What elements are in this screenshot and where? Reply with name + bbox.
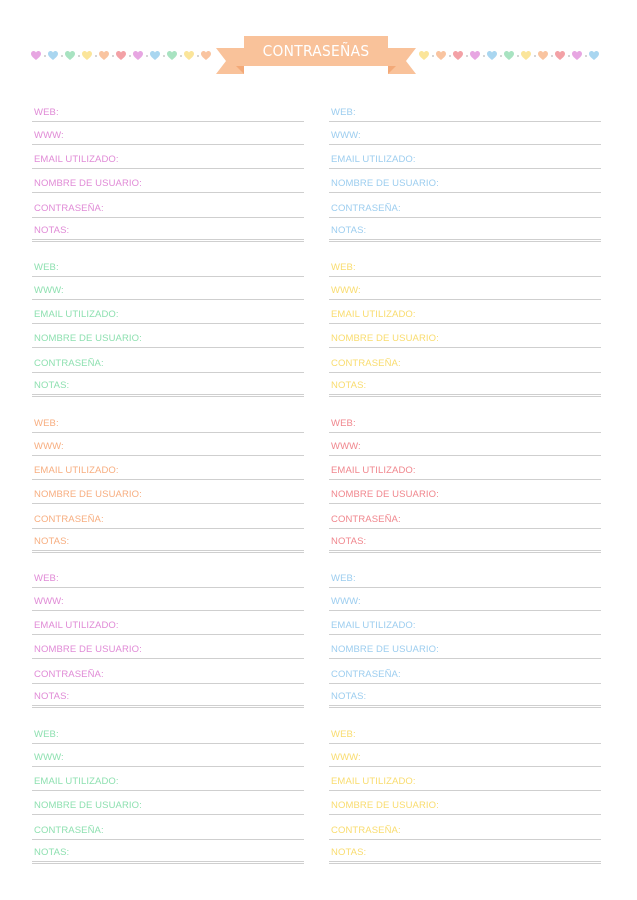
- field-email-line[interactable]: [329, 299, 601, 324]
- field-password-line[interactable]: [329, 348, 601, 373]
- heart-icon: [99, 51, 109, 61]
- field-password-line[interactable]: [32, 348, 304, 373]
- heart-icon: [470, 51, 480, 61]
- title-banner: [216, 36, 416, 78]
- field-notes-line[interactable]: [329, 217, 601, 242]
- password-entry-block: [329, 408, 601, 558]
- heart-icon: [184, 51, 194, 61]
- garland-dot: [163, 55, 165, 57]
- garland-dot: [61, 55, 63, 57]
- garland-dot: [112, 55, 114, 57]
- field-notes-label: NOTAS:: [34, 536, 70, 547]
- field-notes-label: NOTAS:: [331, 536, 367, 547]
- password-entry-block: [32, 563, 304, 713]
- heart-icon: [116, 51, 126, 61]
- field-username-label: NOMBRE DE USUARIO:: [34, 644, 142, 655]
- garland-dot: [585, 55, 587, 57]
- field-web-label: WEB:: [34, 107, 59, 118]
- field-notes-line[interactable]: [32, 683, 304, 708]
- field-web-label: WEB:: [34, 573, 59, 584]
- heart-icon: [419, 51, 429, 61]
- field-password-label: CONTRASEÑA:: [34, 669, 104, 680]
- field-www-line[interactable]: [32, 586, 304, 611]
- field-www-line[interactable]: [32, 742, 304, 767]
- field-notes-label: NOTAS:: [34, 380, 70, 391]
- garland-dot: [197, 55, 199, 57]
- field-username-line[interactable]: [32, 323, 304, 348]
- field-web-line[interactable]: [32, 719, 304, 744]
- field-email-line[interactable]: [329, 610, 601, 635]
- field-password-label: CONTRASEÑA:: [34, 825, 104, 836]
- field-www-line[interactable]: [329, 586, 601, 611]
- field-username-label: NOMBRE DE USUARIO:: [331, 644, 439, 655]
- field-username-label: NOMBRE DE USUARIO:: [34, 178, 142, 189]
- field-password-line[interactable]: [329, 659, 601, 684]
- ribbon-tail-right: [388, 48, 416, 74]
- field-web-label: WEB:: [34, 729, 59, 740]
- field-email-label: EMAIL UTILIZADO:: [34, 465, 119, 476]
- field-password-label: CONTRASEÑA:: [331, 825, 401, 836]
- heart-icon: [504, 51, 514, 61]
- field-username-line[interactable]: [329, 634, 601, 659]
- garland-dot: [500, 55, 502, 57]
- password-entry-block: [329, 252, 601, 402]
- field-notes-line[interactable]: [32, 217, 304, 242]
- heart-icon: [150, 51, 160, 61]
- garland-dot: [78, 55, 80, 57]
- garland-dot: [483, 55, 485, 57]
- garland-dot: [551, 55, 553, 57]
- garland-dot: [432, 55, 434, 57]
- field-www-line[interactable]: [329, 120, 601, 145]
- garland-dot: [129, 55, 131, 57]
- field-password-line[interactable]: [32, 815, 304, 840]
- field-password-label: CONTRASEÑA:: [34, 203, 104, 214]
- field-web-label: WEB:: [331, 729, 356, 740]
- field-email-line[interactable]: [32, 610, 304, 635]
- field-email-label: EMAIL UTILIZADO:: [331, 776, 416, 787]
- field-notes-label: NOTAS:: [34, 225, 70, 236]
- heart-icon: [82, 51, 92, 61]
- password-entry-block: [329, 719, 601, 869]
- ribbon-tail-left: [216, 48, 244, 74]
- field-www-label: WWW:: [34, 130, 64, 141]
- heart-icon: [48, 51, 58, 61]
- field-password-label: CONTRASEÑA:: [331, 203, 401, 214]
- heart-icon: [453, 51, 463, 61]
- page-title: CONTRASEÑAS: [262, 42, 370, 60]
- field-password-label: CONTRASEÑA:: [331, 669, 401, 680]
- field-username-line[interactable]: [32, 479, 304, 504]
- field-notes-line[interactable]: [329, 528, 601, 553]
- garland-dot: [449, 55, 451, 57]
- field-www-line[interactable]: [32, 275, 304, 300]
- password-entry-block: [329, 563, 601, 713]
- field-email-line[interactable]: [32, 144, 304, 169]
- field-email-line[interactable]: [329, 144, 601, 169]
- field-username-label: NOMBRE DE USUARIO:: [331, 489, 439, 500]
- field-username-line[interactable]: [329, 790, 601, 815]
- field-www-label: WWW:: [331, 285, 361, 296]
- field-username-label: NOMBRE DE USUARIO:: [331, 333, 439, 344]
- field-username-label: NOMBRE DE USUARIO:: [331, 800, 439, 811]
- password-entry-block: [32, 97, 304, 247]
- field-web-line[interactable]: [32, 252, 304, 277]
- field-email-line[interactable]: [32, 766, 304, 791]
- field-web-label: WEB:: [34, 418, 59, 429]
- field-web-line[interactable]: [329, 408, 601, 433]
- garland-dot: [95, 55, 97, 57]
- password-entry-block: [32, 408, 304, 558]
- field-web-line[interactable]: [329, 563, 601, 588]
- field-email-line[interactable]: [329, 455, 601, 480]
- field-web-label: WEB:: [331, 107, 356, 118]
- field-notes-line[interactable]: [329, 683, 601, 708]
- field-email-label: EMAIL UTILIZADO:: [331, 465, 416, 476]
- field-password-line[interactable]: [32, 504, 304, 529]
- field-password-label: CONTRASEÑA:: [34, 358, 104, 369]
- field-password-line[interactable]: [32, 193, 304, 218]
- field-notes-label: NOTAS:: [331, 847, 367, 858]
- field-username-line[interactable]: [32, 634, 304, 659]
- garland-dot: [44, 55, 46, 57]
- field-username-label: NOMBRE DE USUARIO:: [34, 489, 142, 500]
- heart-icon: [521, 51, 531, 61]
- field-password-label: CONTRASEÑA:: [331, 514, 401, 525]
- field-web-label: WEB:: [331, 573, 356, 584]
- field-notes-line[interactable]: [32, 839, 304, 864]
- field-username-label: NOMBRE DE USUARIO:: [34, 333, 142, 344]
- garland-dot: [517, 55, 519, 57]
- password-entry-block: [329, 97, 601, 247]
- field-notes-line[interactable]: [329, 372, 601, 397]
- field-notes-label: NOTAS:: [331, 691, 367, 702]
- field-username-line[interactable]: [329, 168, 601, 193]
- field-web-line[interactable]: [32, 408, 304, 433]
- heart-icon: [167, 51, 177, 61]
- field-password-line[interactable]: [329, 193, 601, 218]
- field-www-label: WWW:: [331, 596, 361, 607]
- field-email-label: EMAIL UTILIZADO:: [331, 309, 416, 320]
- field-password-line[interactable]: [329, 815, 601, 840]
- heart-icon: [572, 51, 582, 61]
- field-www-label: WWW:: [34, 752, 64, 763]
- field-www-label: WWW:: [34, 596, 64, 607]
- garland-dot: [146, 55, 148, 57]
- garland-dot: [568, 55, 570, 57]
- heart-icon: [436, 51, 446, 61]
- field-web-line[interactable]: [329, 252, 601, 277]
- field-username-line[interactable]: [32, 790, 304, 815]
- field-email-line[interactable]: [32, 299, 304, 324]
- field-password-label: CONTRASEÑA:: [331, 358, 401, 369]
- garland-dot: [466, 55, 468, 57]
- field-username-line[interactable]: [329, 323, 601, 348]
- field-password-line[interactable]: [32, 659, 304, 684]
- garland-dot: [534, 55, 536, 57]
- field-email-line[interactable]: [329, 766, 601, 791]
- garland-dot: [180, 55, 182, 57]
- field-username-line[interactable]: [329, 479, 601, 504]
- page-header: [0, 0, 637, 90]
- field-web-label: WEB:: [331, 418, 356, 429]
- field-notes-label: NOTAS:: [34, 847, 70, 858]
- field-www-label: WWW:: [34, 441, 64, 452]
- field-email-label: EMAIL UTILIZADO:: [331, 154, 416, 165]
- field-www-label: WWW:: [34, 285, 64, 296]
- field-www-line[interactable]: [32, 120, 304, 145]
- field-notes-line[interactable]: [329, 839, 601, 864]
- password-entry-block: [32, 252, 304, 402]
- field-www-line[interactable]: [329, 742, 601, 767]
- field-www-label: WWW:: [331, 130, 361, 141]
- password-entry-block: [32, 719, 304, 869]
- field-email-label: EMAIL UTILIZADO:: [331, 620, 416, 631]
- field-www-label: WWW:: [331, 441, 361, 452]
- heart-icon: [589, 51, 599, 61]
- field-notes-line[interactable]: [32, 372, 304, 397]
- field-web-line[interactable]: [32, 97, 304, 122]
- field-www-line[interactable]: [32, 431, 304, 456]
- field-username-label: NOMBRE DE USUARIO:: [34, 800, 142, 811]
- field-username-line[interactable]: [32, 168, 304, 193]
- field-web-line[interactable]: [329, 719, 601, 744]
- field-email-label: EMAIL UTILIZADO:: [34, 620, 119, 631]
- field-notes-label: NOTAS:: [34, 691, 70, 702]
- field-email-label: EMAIL UTILIZADO:: [34, 154, 119, 165]
- field-www-line[interactable]: [329, 431, 601, 456]
- field-email-label: EMAIL UTILIZADO:: [34, 776, 119, 787]
- field-web-line[interactable]: [32, 563, 304, 588]
- field-web-line[interactable]: [329, 97, 601, 122]
- field-notes-label: NOTAS:: [331, 380, 367, 391]
- field-web-label: WEB:: [34, 262, 59, 273]
- heart-icon: [31, 51, 41, 61]
- field-www-line[interactable]: [329, 275, 601, 300]
- heart-icon: [538, 51, 548, 61]
- field-notes-line[interactable]: [32, 528, 304, 553]
- heart-icon: [65, 51, 75, 61]
- field-password-line[interactable]: [329, 504, 601, 529]
- field-web-label: WEB:: [331, 262, 356, 273]
- field-email-line[interactable]: [32, 455, 304, 480]
- field-username-label: NOMBRE DE USUARIO:: [331, 178, 439, 189]
- heart-icon: [487, 51, 497, 61]
- field-password-label: CONTRASEÑA:: [34, 514, 104, 525]
- field-notes-label: NOTAS:: [331, 225, 367, 236]
- heart-icon: [133, 51, 143, 61]
- heart-icon: [201, 51, 211, 61]
- field-email-label: EMAIL UTILIZADO:: [34, 309, 119, 320]
- field-www-label: WWW:: [331, 752, 361, 763]
- heart-icon: [555, 51, 565, 61]
